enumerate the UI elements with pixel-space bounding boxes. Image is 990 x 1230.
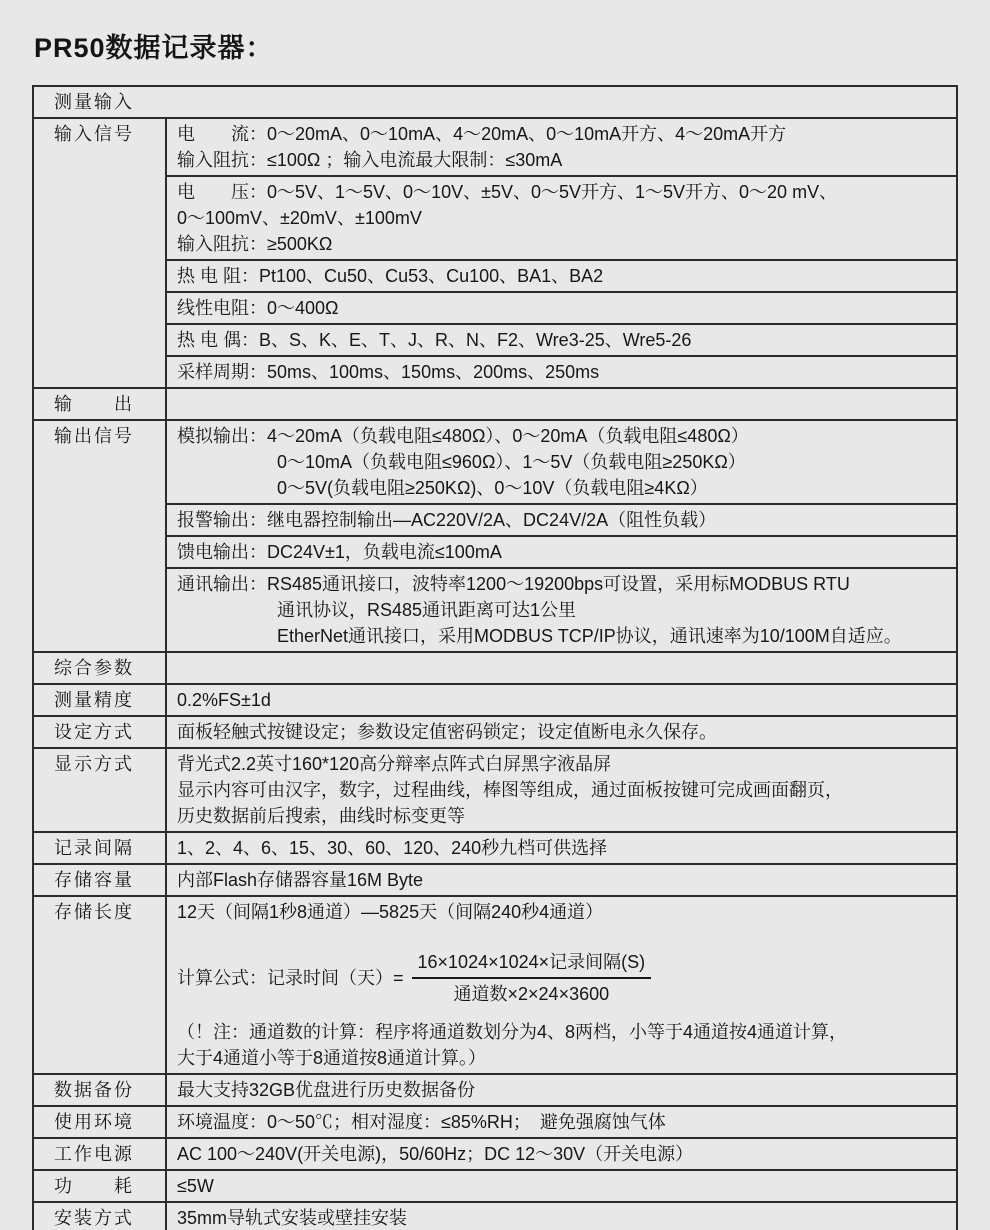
power-consumption-label: 功 耗 — [33, 1170, 166, 1202]
table-row-storage-length — [33, 896, 957, 1074]
table-row-input-sampling-period — [33, 356, 957, 388]
formula-numerator: 16×1024×1024×记录间隔(S) — [412, 949, 652, 979]
display-method-line1: 背光式2.2英寸160*120高分辩率点阵式白屏黑字液晶屏 — [177, 754, 612, 774]
setting-method-label: 设定方式 — [33, 716, 166, 748]
spec-table — [32, 85, 958, 1230]
table-row-output-communication — [33, 568, 957, 652]
table-row-input-thermocouple — [33, 324, 957, 356]
section-row-output — [33, 388, 957, 420]
section-row-general-parameters — [33, 652, 957, 684]
output-analog-line1: 模拟输出：4～20mA（负载电阻≤480Ω）、0～20mA（负载电阻≤480Ω） — [177, 426, 749, 446]
formula-label: 计算公式：记录时间（天）= — [177, 968, 404, 988]
output-communication-line2: 通讯协议，RS485通讯距离可达1公里 — [277, 600, 577, 620]
section-title-general-parameters: 综合参数 — [33, 652, 166, 684]
power-consumption-value: ≤5W — [166, 1170, 957, 1202]
accuracy-label: 测量精度 — [33, 684, 166, 716]
input-voltage-line3: 输入阻抗：≥500KΩ — [177, 234, 333, 254]
section-title-measurement-input: 测量输入 — [33, 86, 957, 118]
table-row-power-consumption — [33, 1170, 957, 1202]
storage-capacity-value: 内部Flash存储器容量16M Byte — [166, 864, 957, 896]
table-row-input-linear-resistance — [33, 292, 957, 324]
section-general-empty-cell — [166, 652, 957, 684]
storage-length-note-line2: 大于4通道小等于8通道按8通道计算。） — [177, 1048, 487, 1068]
table-row-record-interval — [33, 832, 957, 864]
input-thermocouple-cell: 热 电 偶：B、S、K、E、T、J、R、N、F2、Wre3-25、Wre5-26 — [166, 324, 957, 356]
display-method-line2: 显示内容可由汉字，数字，过程曲线，棒图等组成，通过面板按键可完成画面翻页， — [177, 780, 843, 800]
environment-label: 使用环境 — [33, 1106, 166, 1138]
table-row-output-feed — [33, 536, 957, 568]
formula-fraction — [412, 949, 652, 1007]
output-signal-label: 输出信号 — [33, 420, 166, 652]
power-supply-value: AC 100～240V(开关电源)，50/60Hz；DC 12～30V（开关电源） — [166, 1138, 957, 1170]
input-voltage-cell — [166, 176, 957, 260]
storage-length-value — [166, 896, 957, 1074]
output-alarm-cell: 报警输出：继电器控制输出—AC220V/2A、DC24V/2A（阻性负载） — [166, 504, 957, 536]
input-signal-label: 输入信号 — [33, 118, 166, 388]
input-voltage-line2: 0～100mV、±20mV、±100mV — [177, 208, 422, 228]
storage-length-note-line1: （！注：通道数的计算：程序将通道数划分为4、8两档，小等于4通道按4通道计算， — [177, 1022, 848, 1042]
input-voltage-line1: 电 压：0～5V、1～5V、0～10V、±5V、0～5V开方、1～5V开方、0～20 mV、 — [177, 182, 838, 202]
storage-length-note — [177, 1019, 948, 1071]
table-row-input-rtd — [33, 260, 957, 292]
section-row-measurement-input — [33, 86, 957, 118]
input-current-line2: 输入阻抗：≤100Ω ；输入电流最大限制：≤30mA — [177, 150, 563, 170]
table-row-display-method — [33, 748, 957, 832]
display-method-value — [166, 748, 957, 832]
environment-value: 环境温度：0～50℃；相对湿度：≤85%RH； 避免强腐蚀气体 — [166, 1106, 957, 1138]
output-communication-line3: EtherNet通讯接口，采用MODBUS TCP/IP协议，通讯速率为10/100M自适应。 — [277, 626, 902, 646]
table-row-output-analog — [33, 420, 957, 504]
output-communication-line1: 通讯输出：RS485通讯接口，波特率1200～19200bps可设置，采用标MODBUS RTU — [177, 574, 850, 594]
setting-method-value: 面板轻触式按键设定；参数设定值密码锁定；设定值断电永久保存。 — [166, 716, 957, 748]
formula-denominator: 通道数×2×24×3600 — [453, 984, 610, 1004]
section-output-empty-cell — [166, 388, 957, 420]
input-current-line1: 电 流：0～20mA、0～10mA、4～20mA、0～10mA开方、4～20mA开方 — [177, 124, 787, 144]
display-method-label: 显示方式 — [33, 748, 166, 832]
data-backup-label: 数据备份 — [33, 1074, 166, 1106]
accuracy-value: 0.2%FS±1d — [166, 684, 957, 716]
output-analog-line3: 0～5V(负载电阻≥250KΩ)、0～10V（负载电阻≥4KΩ） — [277, 478, 708, 498]
installation-label: 安装方式 — [33, 1202, 166, 1230]
table-row-data-backup — [33, 1074, 957, 1106]
output-analog-line2: 0～10mA（负载电阻≤960Ω）、1～5V（负载电阻≥250KΩ） — [277, 452, 746, 472]
display-method-line3: 历史数据前后搜索，曲线时标变更等 — [177, 806, 465, 826]
table-row-environment — [33, 1106, 957, 1138]
storage-length-range: 12天（间隔1秒8通道）—5825天（间隔240秒4通道） — [177, 902, 604, 922]
storage-length-label: 存储长度 — [33, 896, 166, 1074]
table-row-setting-method — [33, 716, 957, 748]
output-communication-cell — [166, 568, 957, 652]
table-row-storage-capacity — [33, 864, 957, 896]
storage-capacity-label: 存储容量 — [33, 864, 166, 896]
table-row-power-supply — [33, 1138, 957, 1170]
input-linear-resistance-cell: 线性电阻：0～400Ω — [166, 292, 957, 324]
input-rtd-cell: 热 电 阻：Pt100、Cu50、Cu53、Cu100、BA1、BA2 — [166, 260, 957, 292]
table-row-output-alarm — [33, 504, 957, 536]
output-analog-cell — [166, 420, 957, 504]
table-row-accuracy — [33, 684, 957, 716]
power-supply-label: 工作电源 — [33, 1138, 166, 1170]
record-interval-label: 记录间隔 — [33, 832, 166, 864]
table-row-input-voltage — [33, 176, 957, 260]
table-row-input-current — [33, 118, 957, 176]
output-feed-cell: 馈电输出：DC24V±1，负载电流≤100mA — [166, 536, 957, 568]
record-interval-value: 1、2、4、6、15、30、60、120、240秒九档可供选择 — [166, 832, 957, 864]
storage-length-formula — [177, 949, 948, 1007]
input-sampling-period-cell: 采样周期：50ms、100ms、150ms、200ms、250ms — [166, 356, 957, 388]
installation-value: 35mm导轨式安装或壁挂安装 — [166, 1202, 957, 1230]
table-row-installation — [33, 1202, 957, 1230]
input-current-cell — [166, 118, 957, 176]
section-title-output: 输 出 — [33, 388, 166, 420]
data-backup-value: 最大支持32GB优盘进行历史数据备份 — [166, 1074, 957, 1106]
page-title: PR50数据记录器： — [34, 33, 274, 63]
